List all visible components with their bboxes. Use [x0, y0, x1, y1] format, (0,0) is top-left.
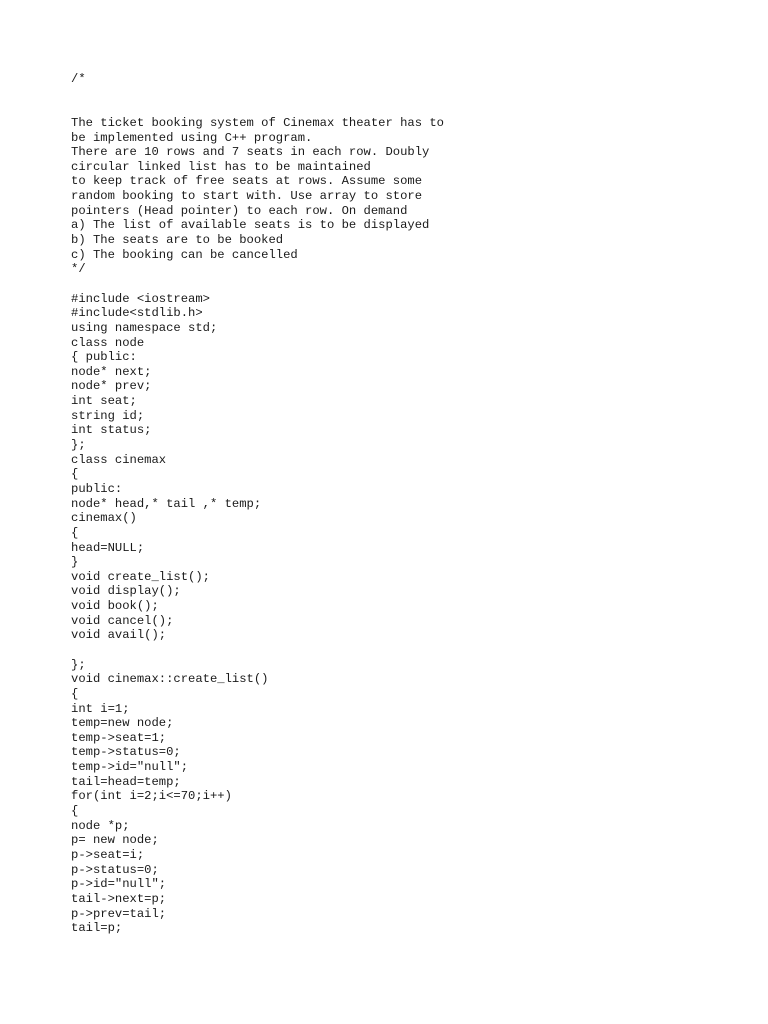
- code-line: p->seat=i;: [71, 847, 145, 862]
- code-line: be implemented using C++ program.: [71, 130, 313, 145]
- code-line: for(int i=2;i<=70;i++): [71, 789, 232, 804]
- code-line: class cinemax: [71, 452, 167, 467]
- code-line: void display();: [71, 584, 181, 599]
- code-line: circular linked list has to be maintained: [71, 159, 371, 174]
- code-line: int seat;: [71, 394, 137, 409]
- code-line: temp=new node;: [71, 716, 174, 731]
- code-line: temp->id="null";: [71, 760, 189, 775]
- code-line: [71, 101, 444, 116]
- code-line: cinemax(): [71, 511, 137, 526]
- code-line: {: [71, 804, 79, 819]
- code-line: head=NULL;: [71, 540, 145, 555]
- code-line: void cancel();: [71, 613, 174, 628]
- code-line: [71, 277, 444, 292]
- code-line: public:: [71, 481, 123, 496]
- code-line: {: [71, 525, 79, 540]
- code-line: [71, 643, 444, 658]
- code-line: int status;: [71, 423, 152, 438]
- code-line: p->prev=tail;: [71, 906, 167, 921]
- code-line: class node: [71, 335, 145, 350]
- code-line: { public:: [71, 350, 137, 365]
- code-line: tail=head=temp;: [71, 774, 181, 789]
- code-line: b) The seats are to be booked: [71, 233, 284, 248]
- code-line: node* next;: [71, 364, 152, 379]
- code-line: {: [71, 467, 79, 482]
- code-line: using namespace std;: [71, 320, 218, 335]
- code-line: };: [71, 438, 86, 453]
- code-line: */: [71, 262, 86, 277]
- code-line: temp->status=0;: [71, 745, 181, 760]
- code-line: string id;: [71, 408, 145, 423]
- code-line: void cinemax::create_list(): [71, 672, 269, 687]
- code-line: c) The booking can be cancelled: [71, 247, 298, 262]
- code-line: temp->seat=1;: [71, 730, 167, 745]
- code-line: void book();: [71, 599, 159, 614]
- code-line: };: [71, 657, 86, 672]
- code-line: void create_list();: [71, 569, 210, 584]
- code-line: node* head,* tail ,* temp;: [71, 496, 262, 511]
- code-line: random booking to start with. Use array to store: [71, 189, 423, 204]
- code-line: to keep track of free seats at rows. Assume some: [71, 174, 423, 189]
- code-line: node *p;: [71, 818, 130, 833]
- code-line: /*: [71, 72, 86, 86]
- code-line: a) The list of available seats is to be displayed: [71, 218, 430, 233]
- code-line: p= new node;: [71, 833, 159, 848]
- code-line: {: [71, 686, 79, 701]
- code-block: [71, 72, 444, 936]
- code-line: #include <iostream>: [71, 291, 210, 306]
- code-line: }: [71, 555, 79, 570]
- code-line: There are 10 rows and 7 seats in each row. Doubly: [71, 145, 430, 160]
- code-line: void avail();: [71, 628, 167, 643]
- code-line: [71, 87, 444, 102]
- code-line: #include<stdlib.h>: [71, 306, 203, 321]
- code-line: tail->next=p;: [71, 891, 167, 906]
- code-line: p->status=0;: [71, 862, 159, 877]
- code-line: p->id="null";: [71, 877, 167, 892]
- code-line: tail=p;: [71, 921, 123, 936]
- code-line: The ticket booking system of Cinemax theater has to: [71, 115, 444, 130]
- code-line: int i=1;: [71, 701, 130, 716]
- code-line: node* prev;: [71, 379, 152, 394]
- code-line: pointers (Head pointer) to each row. On demand: [71, 203, 408, 218]
